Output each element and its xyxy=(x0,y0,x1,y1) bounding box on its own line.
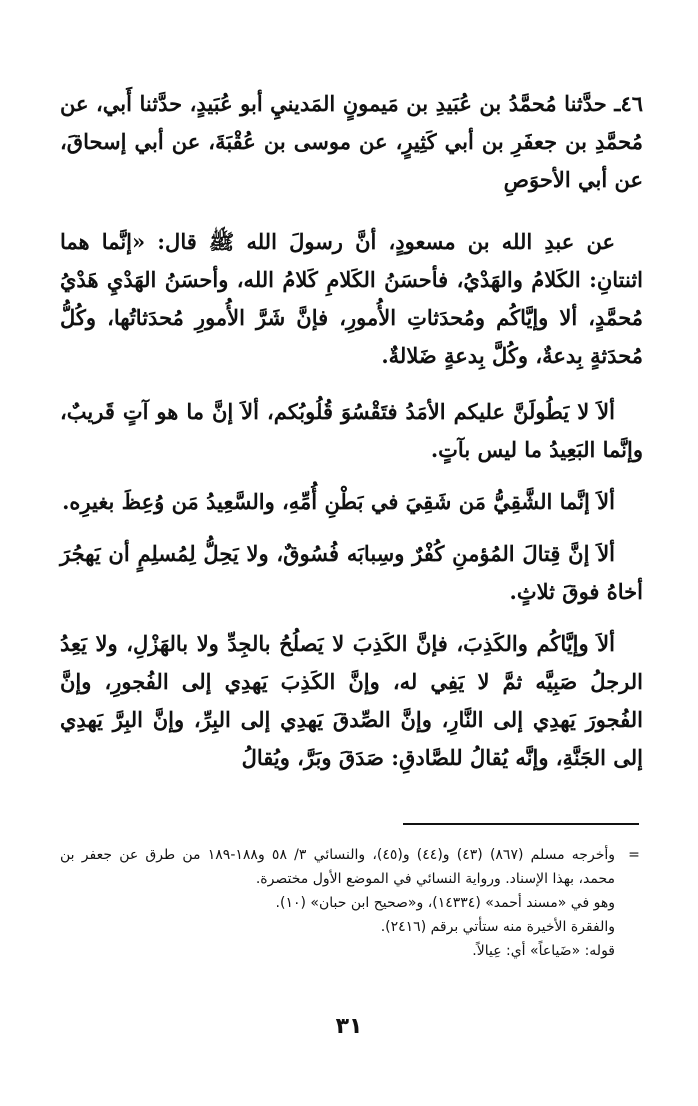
hadith-text-paragraph: ألاَ إنَّ قِتالَ المُؤمنِ كُفْرٌ وسِبابَه فُسُوقٌ، ولا يَحِلُّ لِمُسلِمٍ أن يَهجُرَ أخاهُ فوقَ ثلاثٍ. xyxy=(60,541,643,604)
page-number: ٣١ xyxy=(335,1014,363,1039)
footnote-text: وأخرجه مسلم (٨٦٧) (٤٣) و(٤٤) و(٤٥)، والنسائي ٣/ ٥٨ و١٨٨-١٨٩ من طرق عن جعفر بن محمد، بهذا الإسناد. ورواية النسائي في الموضع الأول مختصرة. xyxy=(60,847,615,887)
hadith-text-paragraph: ألاَ لا يَطُولَنَّ عليكم الأمَدُ فتَقْسُوَ قُلُوبُكم، ألاَ إنَّ ما هو آتٍ قَريبٌ، وإنَّما البَعِيدُ ما ليس بآتٍ. xyxy=(60,399,643,462)
footnote-item xyxy=(60,843,643,891)
hadith-text-paragraph: ألاَ إنَّما الشَّقِيُّ مَن شَقِيَ في بَطْنِ أُمِّهِ، والسَّعِيدُ مَن وُعِظَ بغيرِه. xyxy=(62,489,615,514)
footnote-text: والفقرة الأخيرة منه ستأتي برقم (٢٤١٦). xyxy=(380,919,615,935)
footnote-continuation-marker: = xyxy=(628,847,640,863)
hadith-text-paragraph: عن عبدِ الله بن مسعودٍ، أنَّ رسولَ الله ﷺ قال: «إنَّما هما اثنتانِ: الكَلامُ والهَدْيُ، فأحسَنُ الكَلامِ كَلامُ الله، وأحسَنُ الهَدْيِ هَدْيُ مُحمَّدٍ، ألا وإيَّاكُم ومُحدَثاتِ الأُمورِ، فإنَّ شَرَّ الأُمورِ مُحدَثاتُها، وكُلُّ مُحدَثةٍ بِدعةٌ، وكُلَّ بِدعةٍ ضَلالةٌ. xyxy=(60,229,643,368)
footnote-separator xyxy=(403,823,639,825)
footnote-text: وهو في «مسند أحمد» (١٤٣٣٤)، و«صحيح ابن حبان» (١٠). xyxy=(275,895,615,911)
footnotes xyxy=(60,843,643,963)
hadith-chain-paragraph: ٤٦ـ حدَّثنا مُحمَّدُ بن عُبَيدِ بن مَيمونٍ المَدينيِ أبو عُبَيدٍ، حدَّثنا أَبي، عن مُحمَّدِ بن جعفَرِ بن أبي كَثِيرٍ، عن موسى بن عُقْبَةَ، عن أبي إسحاقَ، عن أبي الأحوَصِ xyxy=(60,91,643,192)
hadith-text-paragraph: ألاَ وإيَّاكُم والكَذِبَ، فإنَّ الكَذِبَ لا يَصلُحُ بالجِدِّ ولا بالهَزْلِ، ولا يَعِدُ الرجلُ صَبِيَّه ثمَّ لا يَفِي له، وإنَّ الكَذِبَ يَهدِي إلى الفُجورِ، وإنَّ الفُجورَ يَهدِي إلى النَّارِ، وإنَّ الصِّدقَ يَهدِي إلى البِرِّ، وإنَّ البِرَّ يَهدِي إلى الجَنَّةِ، وإنَّه يُقالُ للصَّادقِ: صَدَقَ وبَرَّ، ويُقالُ xyxy=(60,631,643,770)
main-text xyxy=(60,85,643,777)
footnote-text: قوله: «ضَياعاً» أي: عِيالاً. xyxy=(472,943,615,959)
